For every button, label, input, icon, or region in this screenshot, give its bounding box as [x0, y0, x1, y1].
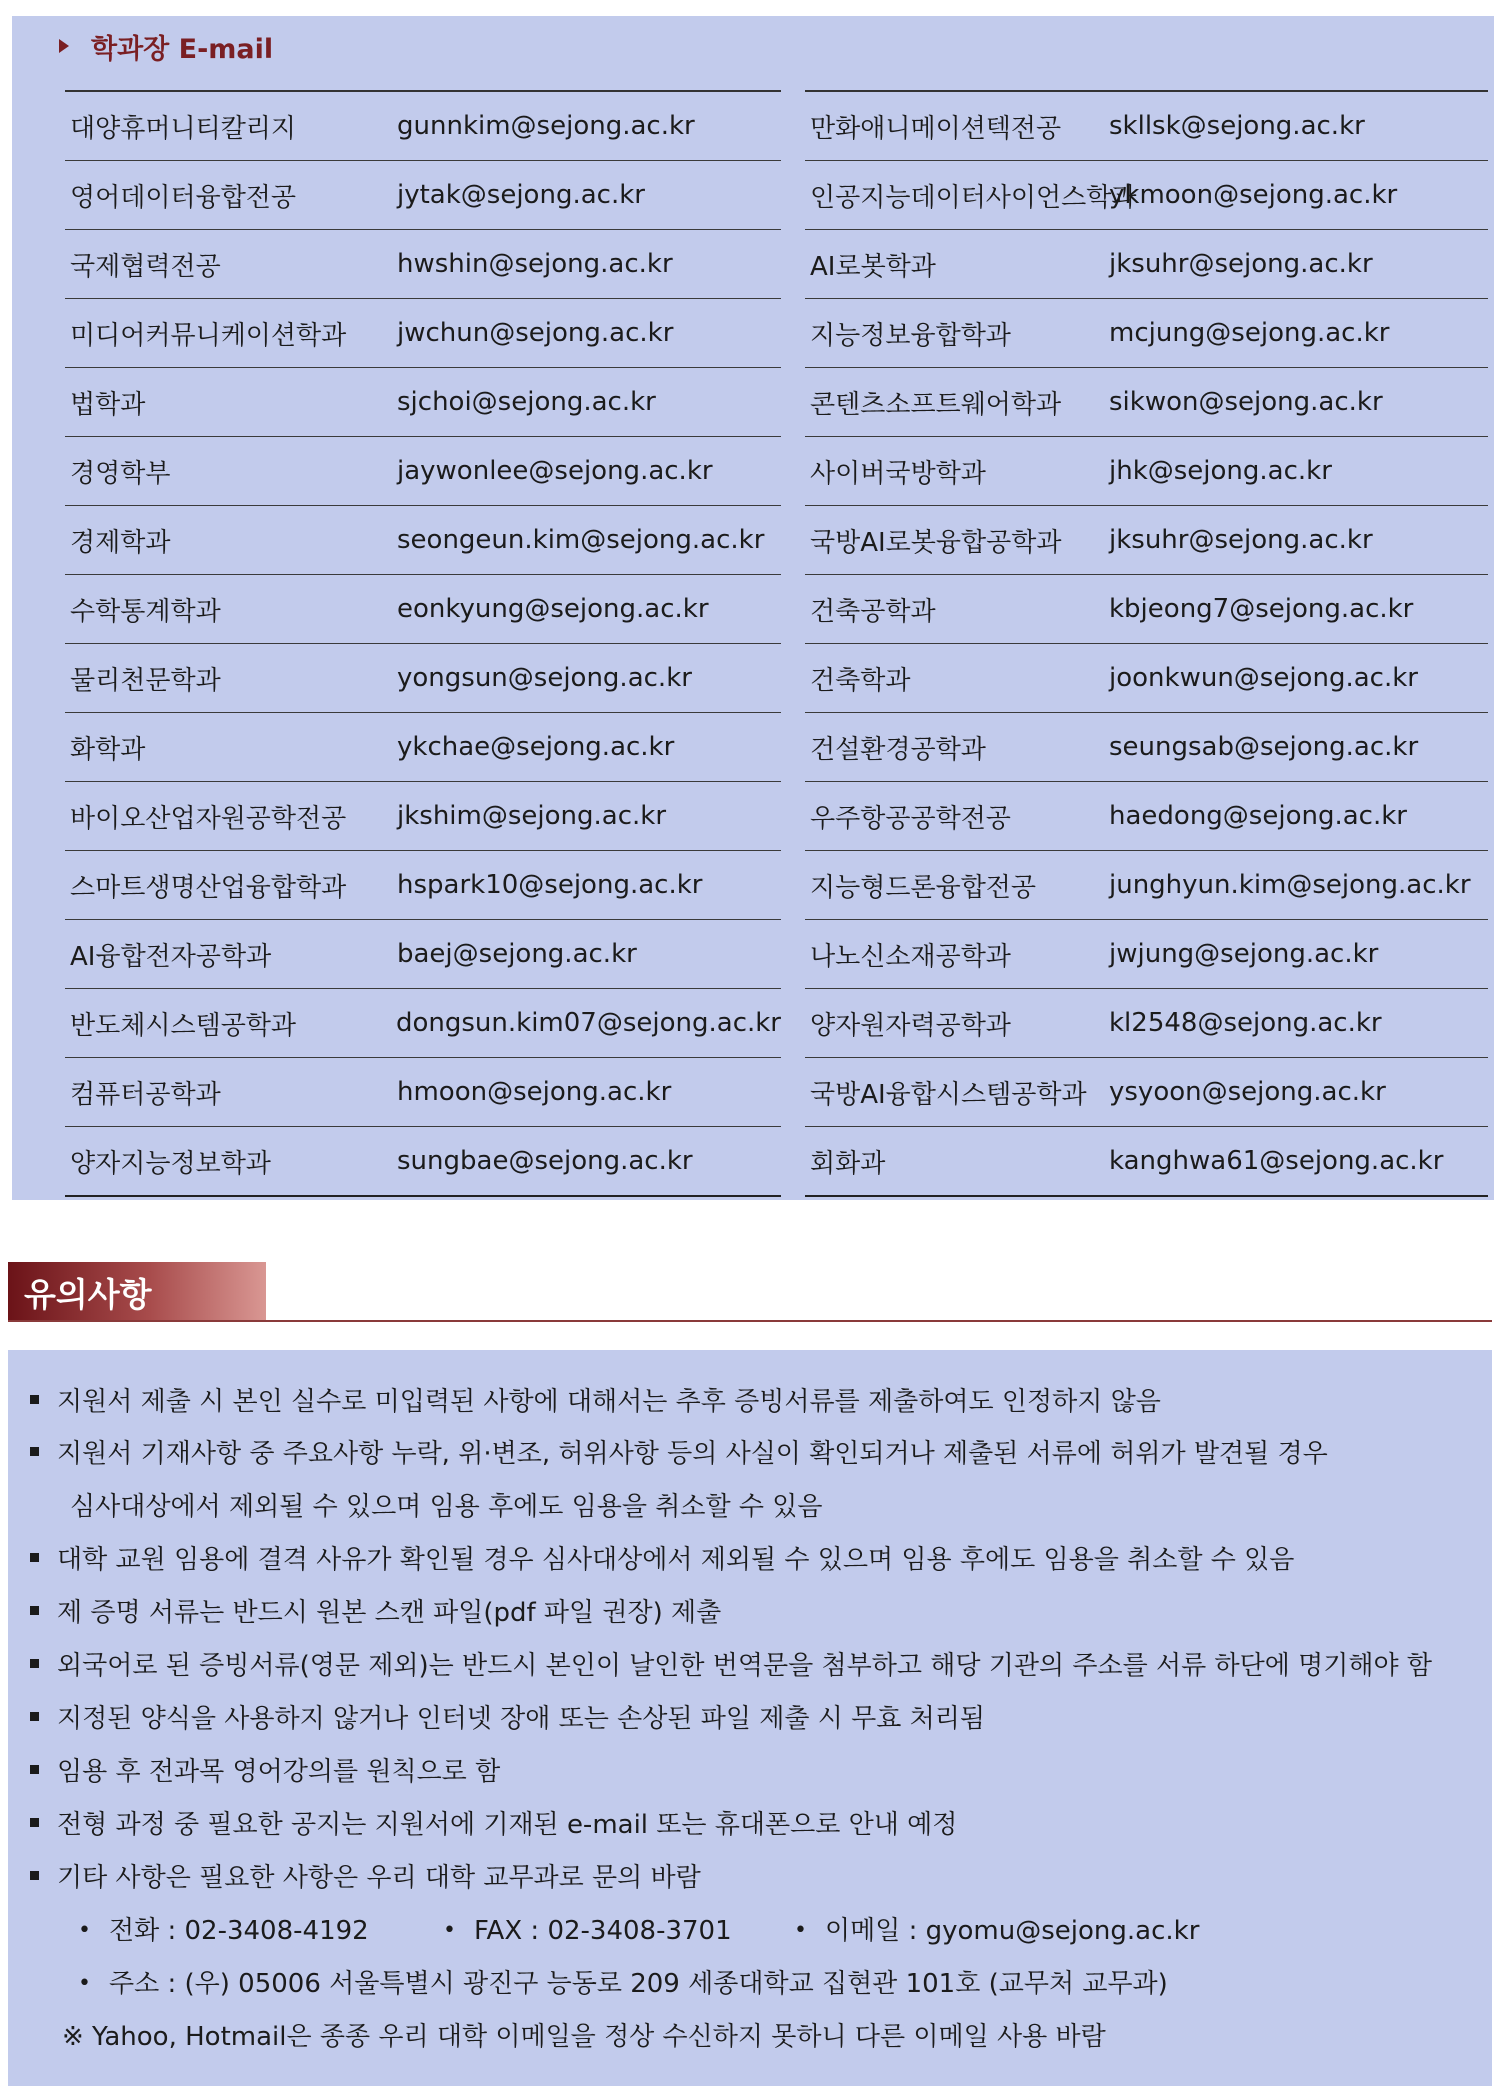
square-bullet-icon: [30, 1553, 39, 1562]
department-email: jaywonlee@sejong.ac.kr: [397, 456, 713, 486]
department-email: dongsun.kim07@sejong.ac.kr: [395, 1008, 781, 1038]
department-name: 국방AI융합시스템공학과: [810, 1079, 1087, 1110]
department-email: sjchoi@sejong.ac.kr: [397, 387, 656, 417]
square-bullet-icon: [30, 1606, 39, 1615]
notice-item: 제 증명 서류는 반드시 원본 스캔 파일(pdf 파일 권장) 제출: [30, 1595, 721, 1631]
square-bullet-icon: [30, 1659, 39, 1668]
notice-item: 대학 교원 임용에 결격 사유가 확인될 경우 심사대상에서 제외될 수 있으며 임용 후에도 임용을 취소할 수 있음: [30, 1542, 1294, 1578]
department-name: 만화애니메이션텍전공: [810, 113, 1062, 144]
dot-bullet-icon: •: [794, 1918, 807, 1943]
triangle-bullet-icon: [59, 39, 69, 53]
department-email: jwchun@sejong.ac.kr: [397, 318, 674, 348]
email-table-right: [805, 90, 1488, 1197]
table-row: [805, 575, 1488, 644]
department-email: hmoon@sejong.ac.kr: [397, 1077, 672, 1107]
department-email: mcjung@sejong.ac.kr: [1109, 318, 1390, 348]
department-name: 컴퓨터공학과: [70, 1079, 221, 1110]
notice-item: 지원서 제출 시 본인 실수로 미입력된 사항에 대해서는 추후 증빙서류를 제출하여도 인정하지 않음: [30, 1384, 1161, 1420]
department-name: 건축학과: [810, 665, 911, 696]
notice-item: 임용 후 전과목 영어강의를 원칙으로 함: [30, 1754, 500, 1790]
notice-item: 지원서 기재사항 중 주요사항 누락, 위·변조, 허위사항 등의 사실이 확인되거나 제출된 서류에 허위가 발견될 경우: [30, 1436, 1328, 1472]
email-section-title-text: 학과장 E-mail: [91, 33, 274, 65]
department-email: seongeun.kim@sejong.ac.kr: [397, 525, 765, 555]
department-name: 스마트생명산업융합학과: [70, 872, 347, 903]
department-name: 영어데이터융합전공: [70, 182, 297, 213]
table-row: [805, 92, 1488, 161]
department-name: 사이버국방학과: [810, 458, 986, 489]
footnote: ※ Yahoo, Hotmail은 종종 우리 대학 이메일을 정상 수신하지 못하니 다른 이메일 사용 바람: [62, 2022, 1106, 2052]
email-section-title: [56, 28, 273, 64]
department-name: 경영학부: [70, 458, 171, 489]
table-row: [805, 713, 1488, 782]
department-email: kanghwa61@sejong.ac.kr: [1109, 1146, 1444, 1176]
department-name: 건설환경공학과: [810, 734, 986, 765]
department-name: 양자원자력공학과: [810, 1010, 1011, 1041]
department-name: 국방AI로봇융합공학과: [810, 527, 1062, 558]
table-row: [805, 506, 1488, 575]
table-row: [805, 1058, 1488, 1127]
department-name: 회화과: [810, 1148, 886, 1179]
square-bullet-icon: [30, 1395, 39, 1404]
table-row: [65, 92, 781, 161]
department-name: 양자지능정보학과: [70, 1148, 271, 1179]
contact-fax: • FAX : 02-3408-3701: [443, 1913, 732, 1951]
notice-panel: [8, 1350, 1492, 2086]
department-name: 반도체시스템공학과: [70, 1010, 297, 1041]
square-bullet-icon: [30, 1818, 39, 1827]
department-email: hspark10@sejong.ac.kr: [397, 870, 703, 900]
department-name: 콘텐츠소프트웨어학과: [810, 389, 1062, 420]
department-email: junghyun.kim@sejong.ac.kr: [1109, 870, 1471, 900]
square-bullet-icon: [30, 1447, 39, 1456]
table-row: [65, 989, 781, 1058]
table-row: [805, 644, 1488, 713]
department-name: AI융합전자공학과: [70, 941, 272, 972]
department-email: jytak@sejong.ac.kr: [397, 180, 645, 210]
notice-item-continuation: 심사대상에서 제외될 수 있으며 임용 후에도 임용을 취소할 수 있음: [70, 1492, 823, 1522]
department-email: ysyoon@sejong.ac.kr: [1109, 1077, 1386, 1107]
dot-bullet-icon: •: [443, 1918, 456, 1943]
notice-header: [8, 1262, 1492, 1322]
table-row: [65, 230, 781, 299]
table-row: [805, 161, 1488, 230]
table-row: [65, 920, 781, 989]
department-name: 우주항공공학전공: [810, 803, 1011, 834]
department-name: 미디어커뮤니케이션학과: [70, 320, 347, 351]
notice-rule: [8, 1320, 1492, 1322]
notice-item: 전형 과정 중 필요한 공지는 지원서에 기재된 e-mail 또는 휴대폰으로 안내 예정: [30, 1807, 957, 1843]
table-row: [805, 230, 1488, 299]
department-name: AI로봇학과: [810, 251, 936, 282]
department-name: 물리천문학과: [70, 665, 221, 696]
department-name: 건축공학과: [810, 596, 936, 627]
department-name: 경제학과: [70, 527, 171, 558]
contact-email: • 이메일 : gyomu@sejong.ac.kr: [794, 1913, 1199, 1951]
table-row: [805, 368, 1488, 437]
table-row: [805, 437, 1488, 506]
department-email: ykchae@sejong.ac.kr: [397, 732, 675, 762]
department-email: eonkyung@sejong.ac.kr: [397, 594, 709, 624]
table-row: [805, 299, 1488, 368]
department-email: skllsk@sejong.ac.kr: [1109, 111, 1365, 141]
table-row: [65, 506, 781, 575]
table-row: [805, 1127, 1488, 1197]
department-name: 대양휴머니티칼리지: [70, 113, 297, 144]
contact-phone: • 전화 : 02-3408-4192: [78, 1913, 369, 1951]
table-row: [65, 1127, 781, 1197]
table-row: [805, 920, 1488, 989]
table-row: [65, 575, 781, 644]
department-email: jwjung@sejong.ac.kr: [1109, 939, 1379, 969]
notice-item: 외국어로 된 증빙서류(영문 제외)는 반드시 본인이 날인한 번역문을 첨부하고 해당 기관의 주소를 서류 하단에 명기해야 함: [30, 1648, 1432, 1684]
department-name: 지능형드론융합전공: [810, 872, 1037, 903]
department-name: 국제협력전공: [70, 251, 221, 282]
department-name: 지능정보융합학과: [810, 320, 1011, 351]
table-row: [65, 368, 781, 437]
table-row: [65, 713, 781, 782]
department-name: 인공지능데이터사이언스학과: [810, 182, 1137, 213]
department-email: yongsun@sejong.ac.kr: [397, 663, 692, 693]
department-name: 화학과: [70, 734, 146, 765]
notice-item: 지정된 양식을 사용하지 않거나 인터넷 장애 또는 손상된 파일 제출 시 무효 처리됨: [30, 1701, 985, 1737]
department-email: joonkwun@sejong.ac.kr: [1109, 663, 1418, 693]
department-name: 법학과: [70, 389, 146, 420]
contact-address: • 주소 : (우) 05006 서울특별시 광진구 능동로 209 세종대학교 집현관 101호 (교무처 교무과): [78, 1966, 1168, 2004]
notice-item: 기타 사항은 필요한 사항은 우리 대학 교무과로 문의 바람: [30, 1860, 701, 1896]
department-email: jhk@sejong.ac.kr: [1109, 456, 1332, 486]
department-email: hwshin@sejong.ac.kr: [397, 249, 673, 279]
table-row: [65, 782, 781, 851]
department-name: 바이오산업자원공학전공: [70, 803, 347, 834]
dot-bullet-icon: •: [78, 1918, 91, 1943]
table-row: [65, 644, 781, 713]
email-table-left: [65, 90, 781, 1197]
table-row: [805, 989, 1488, 1058]
department-name: 수학통계학과: [70, 596, 221, 627]
department-email: kl2548@sejong.ac.kr: [1109, 1008, 1382, 1038]
department-email: haedong@sejong.ac.kr: [1109, 801, 1407, 831]
department-email: seungsab@sejong.ac.kr: [1109, 732, 1419, 762]
square-bullet-icon: [30, 1712, 39, 1721]
square-bullet-icon: [30, 1871, 39, 1880]
department-email: gunnkim@sejong.ac.kr: [397, 111, 695, 141]
department-email: sikwon@sejong.ac.kr: [1109, 387, 1383, 417]
department-email: jkshim@sejong.ac.kr: [397, 801, 667, 831]
department-email: baej@sejong.ac.kr: [397, 939, 637, 969]
department-email: sungbae@sejong.ac.kr: [397, 1146, 693, 1176]
dot-bullet-icon: •: [78, 1971, 91, 1996]
department-email: ykmoon@sejong.ac.kr: [1109, 180, 1398, 210]
table-row: [805, 851, 1488, 920]
table-row: [805, 782, 1488, 851]
department-email: jksuhr@sejong.ac.kr: [1109, 249, 1373, 279]
table-row: [65, 161, 781, 230]
department-email: jksuhr@sejong.ac.kr: [1109, 525, 1373, 555]
department-email: kbjeong7@sejong.ac.kr: [1109, 594, 1414, 624]
table-row: [65, 1058, 781, 1127]
department-name: 나노신소재공학과: [810, 941, 1011, 972]
notice-title: 유의사항: [8, 1262, 266, 1322]
table-row: [65, 299, 781, 368]
table-row: [65, 851, 781, 920]
square-bullet-icon: [30, 1765, 39, 1774]
table-row: [65, 437, 781, 506]
